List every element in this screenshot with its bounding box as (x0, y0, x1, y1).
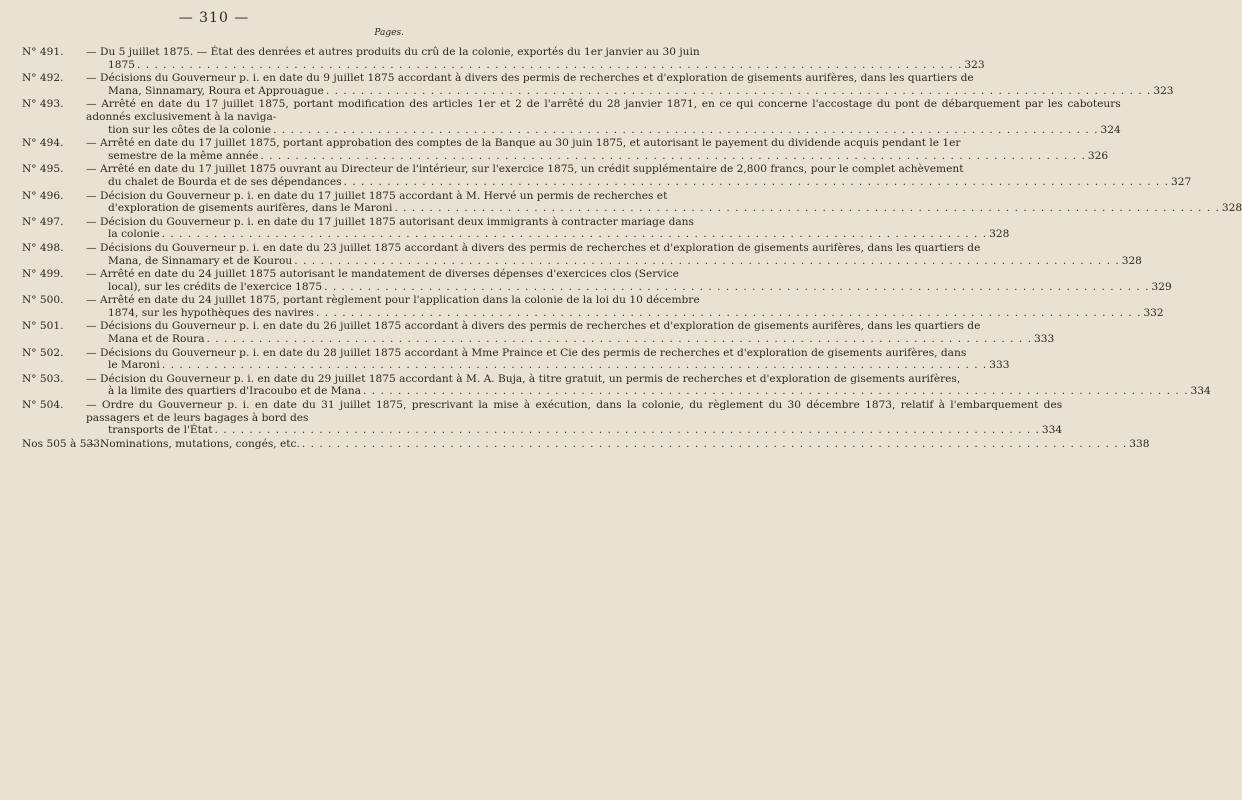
list-item (22, 137, 1109, 162)
entry-last-line: du chalet de Bourda et de ses dépendances (108, 175, 342, 188)
entry-text: — Décisions du Gouverneur p. i. en date du 9 juillet 1875 accordant à divers des permis de recherches et d'exploration de gisements aurifères, dans les quartiers de (86, 72, 974, 85)
entry-number: N° 491. (22, 46, 64, 58)
entry-body (86, 98, 1121, 136)
list-item (22, 399, 1063, 437)
entry-number: N° 492. (22, 72, 64, 85)
entry-last-line: — Nominations, mutations, congés, etc. (86, 437, 300, 450)
entry-text: — Décisions du Gouverneur p. i. en date du 23 juillet 1875 accordant à divers des permis de recherches et d'exploration de gisements aurifères, dans les quartiers de (86, 241, 981, 254)
page-reference: 334 (1041, 424, 1063, 437)
entry-text: — Arrêté en date du 24 juillet 1875 autorisant le mandatement de diverses dépenses d'exercices clos (Service (86, 268, 679, 281)
entry-last-line: local), sur les crédits de l'exercice 1875 (108, 280, 323, 293)
entry-body (86, 399, 1062, 437)
entry-text: — Arrêté en date du 17 juillet 1875, portant modification des articles 1er et 2 de l'arrêté du 28 janvier 1871, en ce qui concerne l'accostage du pont de débarquement par les caboteurs adonnés exclusivement à la naviga- (86, 98, 1121, 123)
dot-leader (326, 85, 1151, 98)
page-reference: 328 (989, 228, 1010, 241)
entry-number: N° 499. (22, 268, 64, 281)
entry-last-line: 1875 (108, 58, 135, 71)
dot-leader (302, 438, 1127, 451)
list-item (22, 241, 1142, 267)
entry-body (86, 163, 1191, 188)
entry-number: N° 501. (22, 320, 64, 333)
entry-body (86, 72, 1174, 97)
dot-leader (273, 124, 1098, 137)
dot-leader (324, 281, 1149, 294)
page-number: — 310 — (178, 10, 250, 26)
entry-last-line: tion sur les côtes de la colonie (108, 123, 272, 136)
list-item (22, 437, 1150, 451)
entry-last-line: la colonie (108, 228, 160, 241)
entry-text: — Arrêté en date du 24 juillet 1875, portant règlement pour l'application dans la colonie de la loi du 10 décembre (86, 294, 700, 307)
dot-leader (344, 176, 1169, 189)
dot-leader (394, 202, 1219, 215)
entry-last-line: 1874, sur les hypothèques des navires (108, 306, 314, 319)
entry-last-line: Mana, de Sinnamary et de Kourou (108, 254, 293, 267)
list-item (22, 72, 1174, 97)
list-item (22, 372, 1211, 398)
entry-body (86, 242, 1142, 267)
entry-number: N° 494. (22, 137, 64, 150)
entry-text: — Décision du Gouverneur p. i. en date du 17 juillet 1875 autorisant deux immigrants à contracter mariage dans (86, 215, 694, 228)
dot-leader (363, 385, 1188, 398)
entry-text: — Arrêté en date du 17 juillet 1875 ouvrant au Directeur de l'intérieur, sur l'exercice 1875, un crédit supplémentaire de 2,800 francs, pour le complet achèvement (86, 163, 964, 176)
list-item (22, 46, 985, 71)
entry-number: N° 493. (22, 98, 64, 111)
entry-body (86, 268, 1172, 293)
entry-text: — Décision du Gouverneur p. i. en date du 17 juillet 1875 accordant à M. Hervé un permis de recherches et (86, 189, 668, 202)
page-reference: 328 (1221, 202, 1242, 215)
list-item (22, 163, 1192, 188)
dot-leader (137, 59, 962, 72)
dot-leader (294, 255, 1119, 268)
entry-number: N° 504. (22, 399, 64, 412)
dot-leader (316, 307, 1141, 320)
page-reference: 329 (1151, 280, 1172, 293)
list-item (22, 346, 1010, 372)
dot-leader (162, 359, 987, 372)
entry-body (86, 137, 1108, 162)
dot-leader (207, 333, 1032, 346)
entry-number: N° 502. (22, 346, 64, 359)
page-reference: 333 (989, 359, 1010, 372)
page-reference: 327 (1171, 175, 1192, 188)
page-reference: 323 (964, 58, 985, 71)
entry-number: Nos 505 à 533. (22, 437, 104, 450)
page-reference: 332 (1143, 306, 1164, 319)
entry-number: N° 500. (22, 294, 64, 307)
entry-text: — Du 5 juillet 1875. — État des denrées et autres produits du crû de la colonie, exportés du 1er janvier au 30 juin (86, 46, 700, 58)
dot-leader (162, 228, 987, 241)
entry-text: — Décisions du Gouverneur p. i. en date du 28 juillet 1875 accordant à Mme Praince et Cie des permis de recherches et d'exploration de gisements aurifères, dans (86, 346, 967, 359)
dot-leader (260, 150, 1085, 163)
page-reference: 326 (1087, 149, 1109, 162)
list-item (22, 320, 1055, 346)
page-reference: 328 (1121, 254, 1142, 267)
list-item (22, 268, 1172, 293)
entry-body (86, 294, 1164, 319)
list-item (22, 215, 1010, 241)
page-reference: 323 (1153, 84, 1174, 97)
entry-text: — Décisions du Gouverneur p. i. en date du 26 juillet 1875 accordant à divers des permis de recherches et d'exploration de gisements aurifères, dans les quartiers de (86, 320, 981, 333)
entry-last-line: semestre de la même année (108, 149, 259, 162)
entry-number: N° 498. (22, 241, 64, 254)
entry-number: N° 497. (22, 215, 64, 228)
list-item (22, 294, 1164, 319)
list-item (22, 189, 1242, 215)
entry-body (86, 216, 1009, 241)
entry-number: N° 495. (22, 163, 64, 176)
entry-number: N° 496. (22, 189, 64, 202)
entry-body (86, 190, 1242, 215)
page-reference: 333 (1034, 333, 1055, 346)
entry-last-line: d'exploration de gisements aurifères, dans le Maroni (108, 202, 393, 215)
entry-last-line: Mana et de Roura (108, 333, 205, 346)
list-item (22, 98, 1121, 136)
pages-column-label: Pages. (374, 28, 404, 38)
entry-last-line: Mana, Sinnamary, Roura et Approuague (108, 84, 324, 97)
entry-list (22, 46, 1242, 450)
entry-text: — Décision du Gouverneur p. i. en date du 29 juillet 1875 accordant à M. A. Buja, à titre gratuit, un permis de recherches et d'exploration de gisements aurifères, (86, 372, 961, 385)
entry-last-line: transports de l'État (108, 424, 213, 437)
entry-body (86, 320, 1054, 345)
entry-text: — Arrêté en date du 17 juillet 1875, portant approbation des comptes de la Banque au 30 juin 1875, et autorisant le payement du dividende acquis pendant le 1er (86, 137, 961, 150)
page-reference: 334 (1190, 385, 1211, 398)
entry-body (86, 373, 1211, 398)
entry-last-line: le Maroni (108, 359, 160, 372)
entry-body (86, 46, 985, 71)
entry-body (86, 438, 1150, 451)
page-reference: 324 (1100, 123, 1121, 136)
entry-body (86, 347, 1010, 372)
entry-text: — Ordre du Gouverneur p. i. en date du 31 juillet 1875, prescrivant la mise à exécution, dans la colonie, du règlement du 30 décembre 1873, relatif à l'embarquement des passagers et de leurs bagages à bord des (86, 399, 1063, 424)
entry-number: N° 503. (22, 372, 64, 385)
page-reference: 338 (1129, 437, 1150, 450)
dot-leader (214, 424, 1039, 437)
entry-last-line: à la limite des quartiers d'Iracoubo et de Mana (108, 385, 362, 398)
